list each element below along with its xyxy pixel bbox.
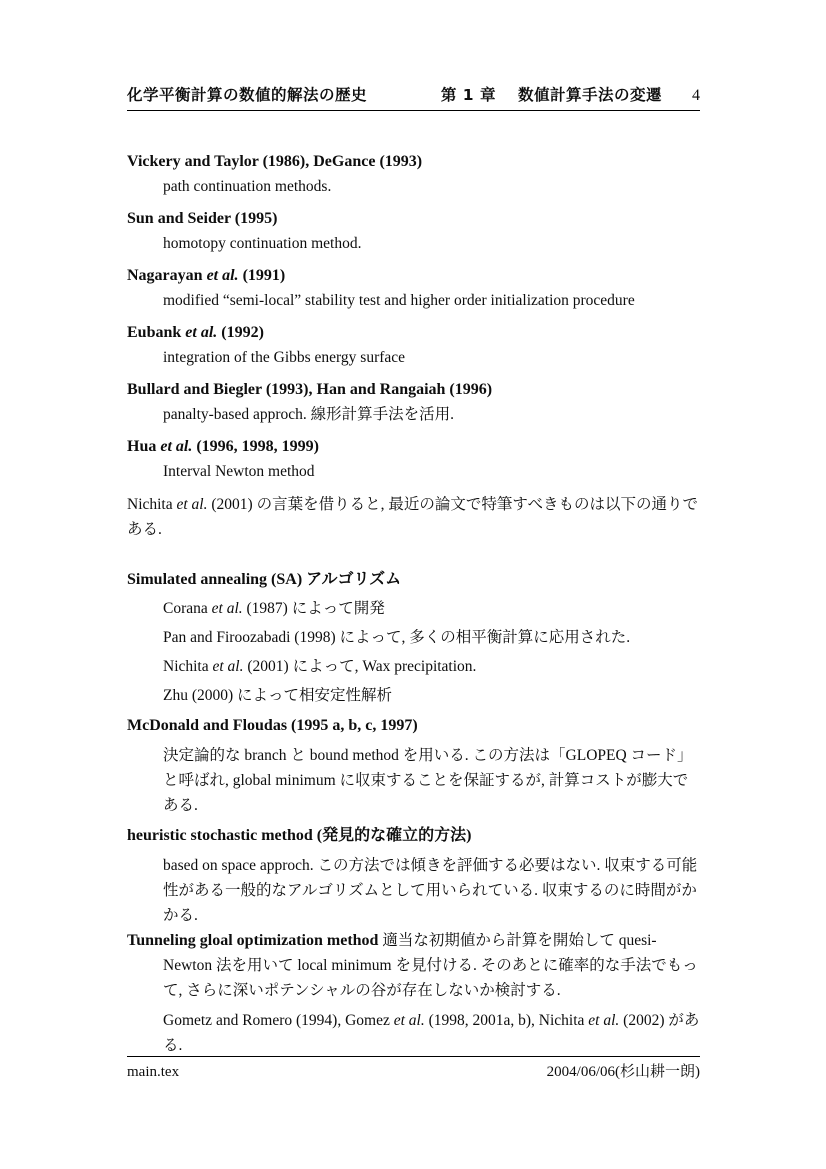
entry-description — [163, 345, 700, 370]
entry-desc-text: panalty-based approch. 線形計算手法を活用. — [163, 406, 454, 423]
footer-date: 2004/06/06(杉山耕一朗) — [546, 1064, 700, 1080]
sa-item-text: (2001) によって, Wax precipitation. — [243, 658, 477, 675]
refs-text: (2002) がある. — [163, 1012, 700, 1054]
chapter-title: 数値計算手法の変遷 — [517, 86, 662, 104]
entry-eubank — [127, 320, 700, 370]
entry-description — [163, 231, 700, 256]
chapter-number: 第 1 章 — [440, 86, 496, 104]
entry-desc-text: path continuation methods. — [163, 178, 332, 195]
section-title-text: Tunneling gloal optimization method — [127, 932, 379, 949]
entry-title-text: Nagarayan — [127, 267, 207, 284]
section-title-sa — [127, 567, 700, 592]
sa-item-nichita — [163, 654, 700, 679]
sa-item-text: Nichita — [163, 658, 213, 675]
entry-title — [127, 263, 700, 288]
section-title-mcdonald — [127, 713, 700, 738]
sa-item-text: (1987) によって開発 — [242, 600, 385, 617]
entry-title — [127, 149, 700, 174]
tunneling-references — [163, 1008, 700, 1058]
entry-title-text: Vickery and Taylor (1986), DeGance (1993) — [127, 153, 423, 170]
etal-italic: et al. — [176, 496, 208, 513]
entry-title — [127, 206, 700, 231]
section-title-text: heuristic stochastic method (発見的な確立的方法) — [127, 827, 472, 844]
section-desc-mcdonald — [163, 743, 700, 818]
running-header-title: 化学平衡計算の数値的解法の歴史 — [127, 86, 368, 104]
entry-list — [127, 149, 700, 484]
entry-desc-text: homotopy continuation method. — [163, 235, 362, 252]
section-title-heuristic — [127, 823, 700, 848]
etal-italic: et al. — [211, 600, 243, 617]
entry-nagarayan — [127, 263, 700, 313]
refs-text: Gometz and Romero (1994), Gomez — [163, 1012, 394, 1029]
page-footer — [127, 1056, 700, 1082]
etal-italic: et al. — [212, 658, 244, 675]
section-desc-heuristic — [163, 853, 700, 928]
etal-italic: et al. — [393, 1012, 425, 1029]
section-tunneling — [127, 928, 700, 1003]
entry-title — [127, 320, 700, 345]
etal-italic: et al. — [160, 438, 193, 455]
running-header-right — [441, 85, 700, 106]
page-content — [127, 0, 700, 1058]
entry-description — [163, 459, 700, 484]
section-desc-text: 適当な初期値から計算を開始して quesi-Newton 法を用いて local minimum を見付ける. そのあとに確率的な手法でもって, さらに深いポテンシャルの谷が存在しないか検討する. — [163, 932, 698, 999]
entry-desc-text: modified “semi-local” stability test and higher order initialization procedure — [163, 292, 635, 309]
etal-italic: et al. — [185, 324, 218, 341]
running-header — [127, 85, 700, 111]
entry-desc-text: Interval Newton method — [163, 463, 315, 480]
entry-description — [163, 174, 700, 199]
sa-item-corana — [163, 596, 700, 621]
entry-description — [163, 402, 700, 427]
entry-title-year: (1992) — [217, 324, 264, 341]
section-title-text: McDonald and Floudas (1995 a, b, c, 1997) — [127, 717, 418, 734]
entry-title-year: (1996, 1998, 1999) — [192, 438, 319, 455]
sa-item-zhu — [163, 683, 700, 708]
entry-title — [127, 377, 700, 402]
refs-text: (1998, 2001a, b), Nichita — [424, 1012, 589, 1029]
entry-desc-text: integration of the Gibbs energy surface — [163, 349, 406, 366]
entry-title-text: Bullard and Biegler (1993), Han and Rangaiah (1996) — [127, 381, 493, 398]
sa-item-text: Corana — [163, 600, 212, 617]
etal-italic: et al. — [588, 1012, 620, 1029]
entry-sun-seider — [127, 206, 700, 256]
page-number: 4 — [692, 87, 700, 104]
section-title-text: Simulated annealing (SA) アルゴリズム — [127, 571, 402, 588]
entry-bullard — [127, 377, 700, 427]
entry-vickery — [127, 149, 700, 199]
entry-title-year: (1991) — [238, 267, 286, 284]
entry-title-text: Hua — [127, 438, 161, 455]
entry-title — [127, 434, 700, 459]
sa-item-text: Pan and Firoozabadi (1998) によって, 多くの相平衡計算に応用された. — [163, 629, 631, 646]
intro-text: (2001) の言葉を借りると, 最近の論文で特筆すべきものは以下の通りである. — [127, 496, 699, 538]
intro-text: Nichita — [127, 496, 177, 513]
entry-description — [163, 288, 700, 313]
sa-item-text: Zhu (2000) によって相安定性解析 — [163, 687, 393, 704]
intro-paragraph — [127, 492, 700, 542]
entry-hua — [127, 434, 700, 484]
footer-filename: main.tex — [127, 1064, 180, 1080]
section-desc-text: based on space approch. この方法では傾きを評価する必要はない. 収束する可能性がある一般的なアルゴリズムとして用いられている. 収束するのに時間がかかる. — [163, 857, 698, 924]
entry-title-text: Sun and Seider (1995) — [127, 210, 278, 227]
etal-italic: et al. — [206, 267, 239, 284]
section-desc-text: 決定論的な branch と bound method を用いる. この方法は「GLOPEQ コード」と呼ばれ, global minimum に収束することを保証するが, 計算コストが膨大である. — [163, 747, 693, 814]
sa-item-pan — [163, 625, 700, 650]
entry-title-text: Eubank — [127, 324, 186, 341]
